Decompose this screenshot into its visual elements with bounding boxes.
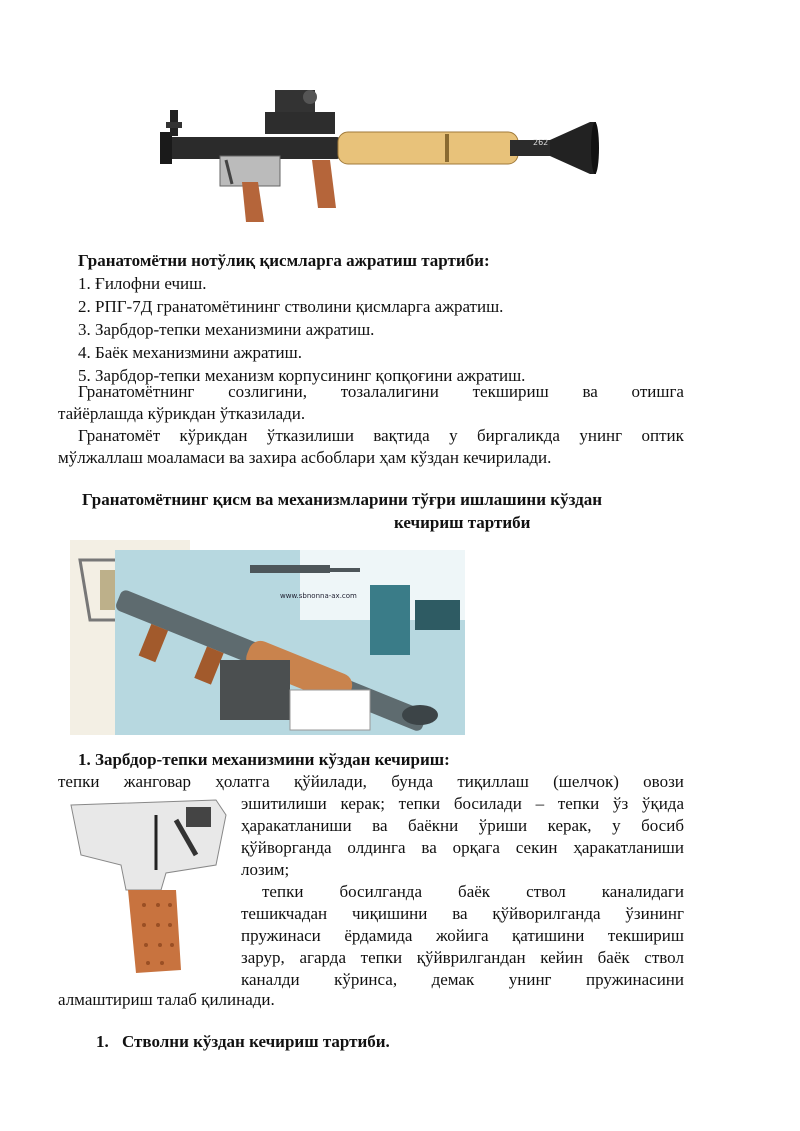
step-2: 2. РПГ-7Д гранатомётининг стволини қисмларга ажратиш. xyxy=(78,297,504,316)
poster-website-text: www.sbnonna-ax.com xyxy=(280,592,357,600)
section4-number: 1. xyxy=(96,1032,109,1051)
section3-line3: ҳаракатланиши ва баёкни ўриши керак, у босиб xyxy=(241,816,684,835)
section2-heading-line1: Гранатомётнинг қисм ва механизмларини тўғри ишлашини кўздан xyxy=(82,490,602,509)
section3-line1: тепки жанговар ҳолатга қўйилади, бунда тиқиллаш (шелчок) овози xyxy=(58,772,684,791)
rpg-disassembly-poster xyxy=(70,540,465,735)
section3-line10: каналди кўринса, демак унинг пружинасини xyxy=(241,970,684,989)
section1-heading: Гранатомётни нотўлиқ қисмларга ажратиш тартиби: xyxy=(78,251,490,270)
paragraph2-line1: Гранатомёт кўрикдан ўтказилиши вақтида у биргаликда унинг оптик xyxy=(78,426,684,445)
rpg-launcher-illustration xyxy=(150,82,610,227)
paragraph1-line1: Гранатомётнинг созлигини, тозалалигини текшириш ва отишга xyxy=(78,382,684,401)
paragraph1-line2: тайёрлашда кўрикдан ўтказилади. xyxy=(58,404,306,423)
step-1: 1. Ғилофни ечиш. xyxy=(78,274,207,293)
trigger-mechanism-image xyxy=(66,795,231,980)
section2-heading-line2: кечириш тартиби xyxy=(394,513,531,532)
section3-line2: эшитилиши керак; тепки босилади – тепки ўз ўқида xyxy=(241,794,684,813)
section3-line6: тепки босилганда баёк ствол каналидаги xyxy=(262,882,684,901)
step-4: 4. Баёк механизмини ажратиш. xyxy=(78,343,302,362)
section3-heading: 1. Зарбдор-тепки механизмини кўздан кечириш: xyxy=(78,750,450,769)
section3-line4: қўйворганда олдинга ва орқага секин ҳаракатланиши xyxy=(241,838,684,857)
step-5: 5. Зарбдор-тепки механизм корпусининг қопқоғини ажратиш. xyxy=(78,366,526,385)
section3-line9: зарур, агарда тепки қўйврилгандан кейин баёк ствол xyxy=(241,948,684,967)
section4-heading: Стволни кўздан кечириш тартиби. xyxy=(122,1032,390,1051)
section3-line5: лозим; xyxy=(241,860,290,879)
rifle-number-label: 262 xyxy=(533,138,549,147)
section3-line11: алмаштириш талаб қилинади. xyxy=(58,990,275,1009)
section3-line7: тешикчадан чиқишини ва қўйворилганда ўзининг xyxy=(241,904,684,923)
paragraph2-line2: мўлжаллаш моаламаси ва захира асбоблари ҳам кўздан кечирилади. xyxy=(58,448,552,467)
step-3: 3. Зарбдор-тепки механизмини ажратиш. xyxy=(78,320,375,339)
section3-line8: пружинаси ёрдамида жойига қатишини текшириш xyxy=(241,926,684,945)
